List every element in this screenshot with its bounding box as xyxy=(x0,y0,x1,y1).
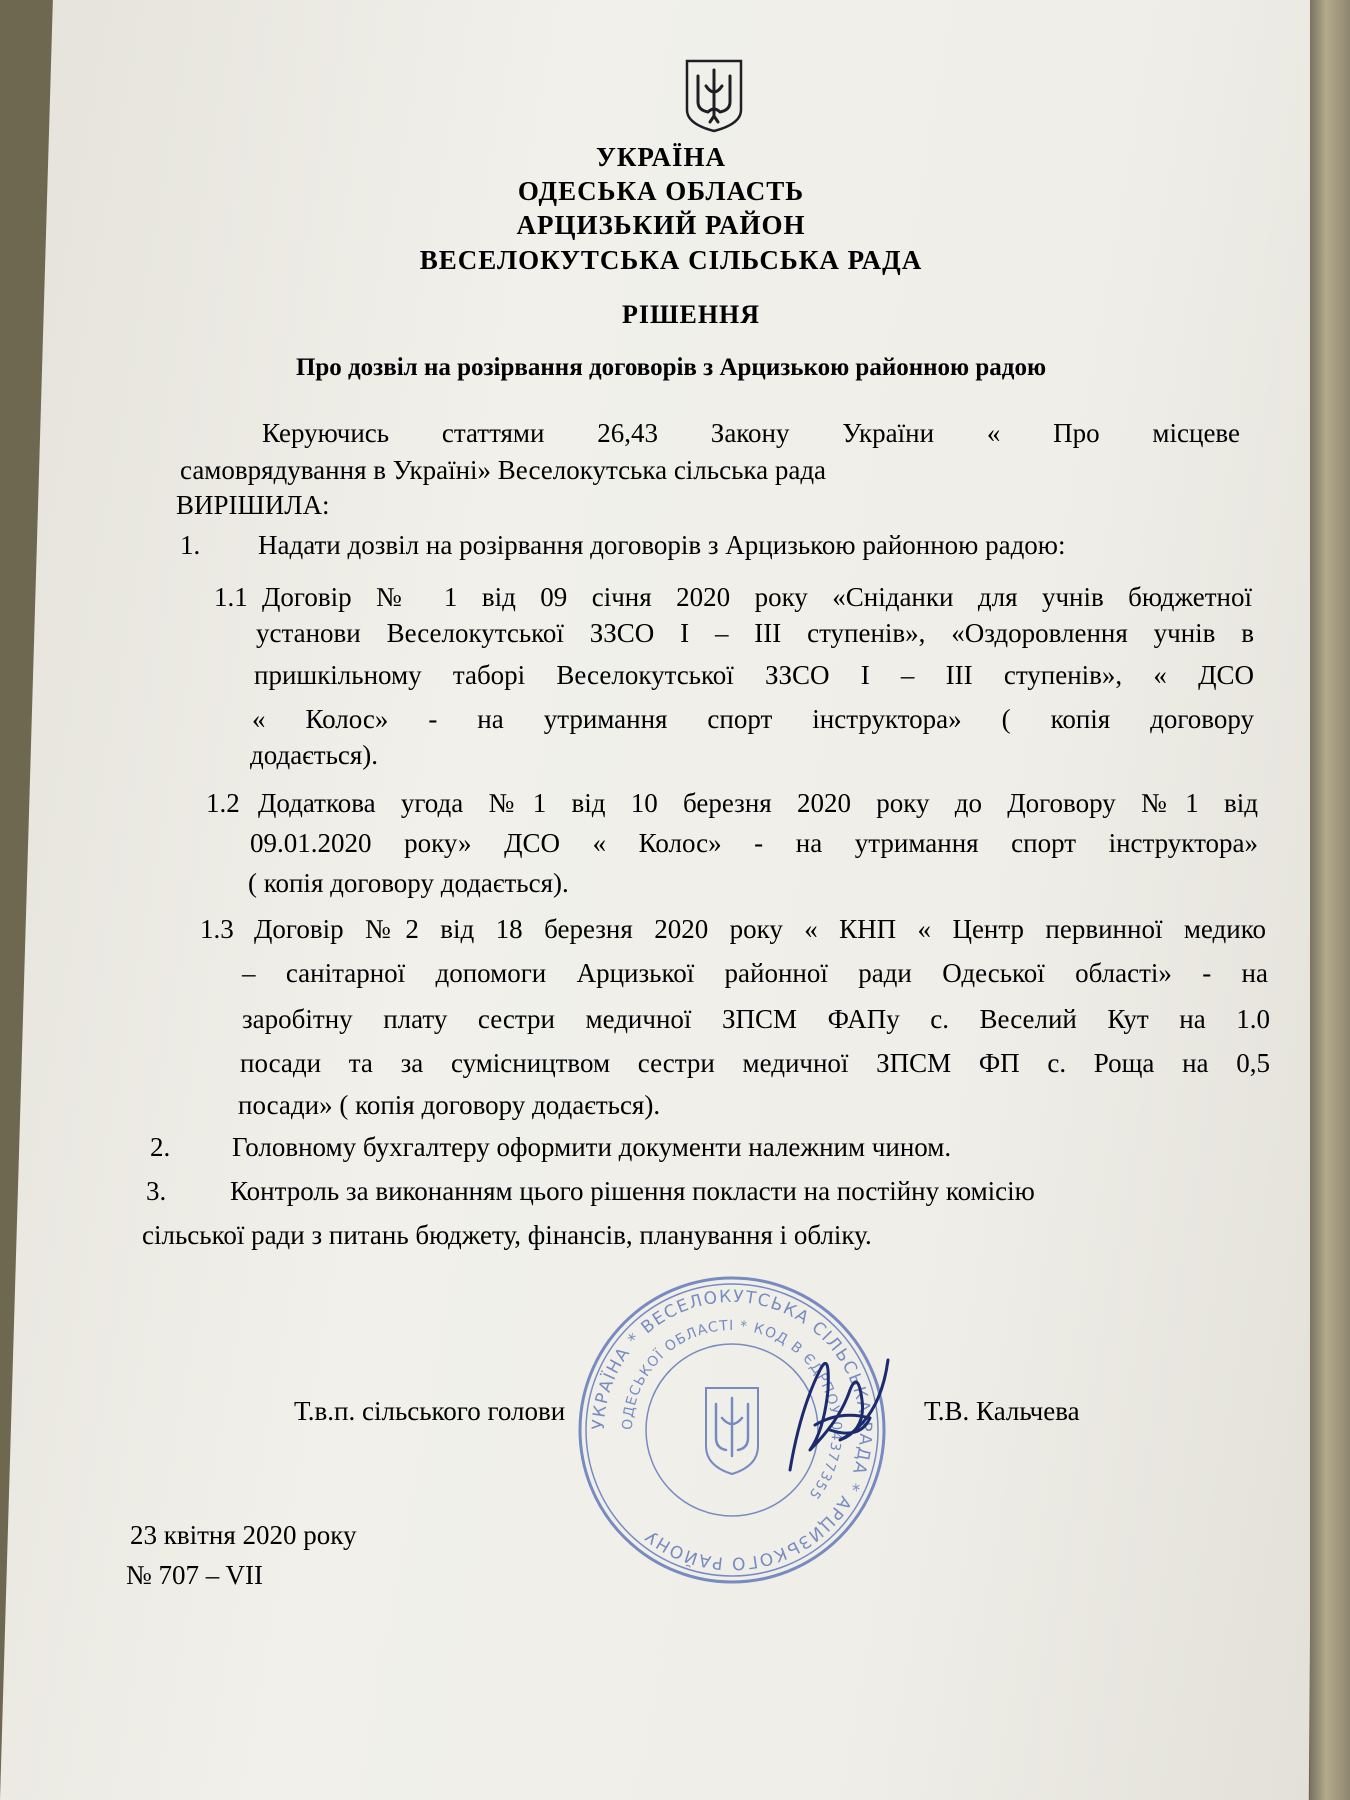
subitem-1-1-line: « Колос» - на утримання спорт інструктора» ( копія договору xyxy=(252,704,1254,734)
preamble-line-1: Керуючись статтями 26,43 Закону України « Про місцеве xyxy=(262,418,1240,448)
subitem-1-3-line: заробітну плату сестри медичної ЗПСМ ФАПу с. Веселий Кут на 1.0 xyxy=(242,1004,1270,1034)
coat-of-arms-icon xyxy=(684,58,744,134)
header-district: АРЦИЗЬКИЙ РАЙОН xyxy=(516,210,806,240)
subitem-1-3-line: – санітарної допомоги Арцизької районної ради Одеської області» - на xyxy=(242,958,1268,988)
decided-label: ВИРІШИЛА: xyxy=(176,490,330,520)
subitem-1-1-line: Договір № 1 від 09 січня 2020 року «Сніданки для учнів бюджетної xyxy=(262,582,1252,612)
subitem-1-3-number: 1.3 xyxy=(200,914,234,944)
header-country: УКРАЇНА xyxy=(596,142,726,172)
stamp-inner-text: ОДЕСЬКОЇ ОБЛАСТІ * КОД В ЄДРПОУ 04377355 xyxy=(619,1317,845,1503)
item-1-number: 1. xyxy=(180,530,201,560)
item-2-text: Головному бухгалтеру оформити документи належним чином. xyxy=(232,1132,952,1162)
header-council: ВЕСЕЛОКУТСЬКА СІЛЬСЬКА РАДА xyxy=(419,245,923,275)
document-date: 23 квітня 2020 року xyxy=(130,1520,357,1550)
document-subject: Про дозвіл на розірвання договорів з Арцизькою районною радою xyxy=(295,354,1047,381)
signature-position: Т.в.п. сільського голови xyxy=(294,1396,566,1426)
signature-name: Т.В. Кальчева xyxy=(924,1396,1080,1426)
item-3-text: Контроль за виконанням цього рішення покласти на постійну комісію xyxy=(230,1176,1035,1206)
document-type: РІШЕННЯ xyxy=(621,300,761,329)
subitem-1-2-line: 09.01.2020 року» ДСО « Колос» - на утримання спорт інструктора» xyxy=(250,828,1258,858)
subitem-1-1-line: додається). xyxy=(250,740,379,770)
subitem-1-3-line: посади та за сумісництвом сестри медичної ЗПСМ ФП с. Роща на 0,5 xyxy=(240,1048,1270,1078)
handwritten-signature xyxy=(770,1330,900,1480)
subitem-1-1-line: установи Веселокутської ЗЗСО І – ІІІ ступенів», «Оздоровлення учнів в xyxy=(256,618,1254,648)
stamp-outer-text: УКРАЇНА * ВЕСЕЛОКУТСЬКА СІЛЬСЬКА РАДА * АРЦИЗЬКОГО РАЙОНУ xyxy=(588,1286,876,1574)
item-2-number: 2. xyxy=(150,1132,171,1162)
subitem-1-3-line: посади» ( копія договору додається). xyxy=(238,1090,661,1120)
preamble-line-2: самоврядування в Україні» Веселокутська сільська рада xyxy=(180,455,827,485)
header-oblast: ОДЕСЬКА ОБЛАСТЬ xyxy=(517,176,805,206)
subitem-1-2-number: 1.2 xyxy=(206,788,240,818)
document-number: № 707 – VII xyxy=(126,1560,264,1590)
item-1-text: Надати дозвіл на розірвання договорів з Арцизькою районною радою: xyxy=(258,530,1066,560)
subitem-1-3-line: Договір №2 від 18 березня 2020 року « КНП « Центр первинної медико xyxy=(254,914,1266,944)
subitem-1-2-line: Додаткова угода №1 від 10 березня 2020 року до Договору №1 від xyxy=(258,788,1258,818)
item-3-number: 3. xyxy=(146,1176,167,1206)
item-3-text: сільської ради з питань бюджету, фінансів, планування і обліку. xyxy=(142,1220,872,1250)
subitem-1-1-number: 1.1 xyxy=(214,582,248,612)
subitem-1-2-line: ( копія договору додається). xyxy=(248,868,569,898)
subitem-1-1-line: пришкільному таборі Веселокутської ЗЗСО І – ІІІ ступенів», « ДСО xyxy=(254,660,1254,690)
